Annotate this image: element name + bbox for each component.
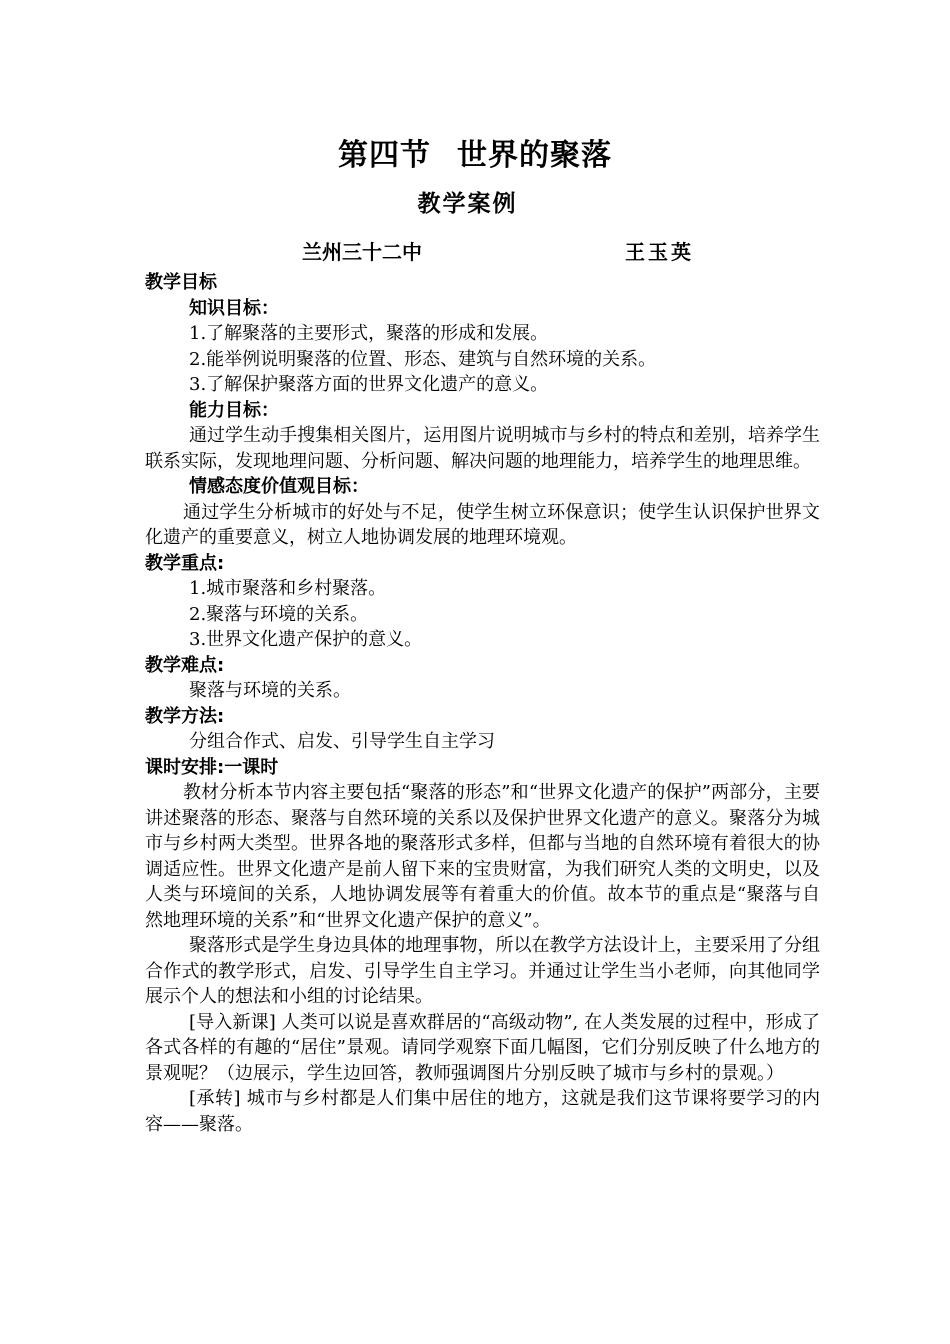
key-point-item: 1.城市聚落和乡村聚落。 [189,578,387,599]
analysis-paragraph: 教材分析本节内容主要包括“聚落的形态”和“世界文化遗产的保护”两部分，主要讲述聚落的形态、聚落与自然环境的关系以及保护世界文化遗产的意义。聚落分为城市与乡村两大类型。世界各地的聚落形式多样，但都与当地的自然环境有着很大的协调适应性。世界文化遗产是前人留下来的宝贵财富，为我们研究人类的文明史，以及人类与环境间的关系，人地协调发展等有着重大的价值。故本节的重点是“聚落与自然地理环境的关系”和“世界文化遗产保护的意义”。 [145,782,820,931]
objectives-heading: 教学目标 [145,272,217,293]
intro-paragraph: [导入新课] 人类可以说是喜欢群居的“高级动物”, 在人类发展的过程中，形成了各式各样的有趣的“居住”景观。请同学观察下面几幅图，它们分别反映了什么地方的景观呢？（边展示，学生边回答，教师强调图片分别反映了城市与乡村的景观。） [145,1011,820,1084]
ability-heading: 能力目标： [189,399,279,421]
key-point-item: 3.世界文化遗产保护的意义。 [189,629,423,650]
difficulty-text: 聚落与环境的关系。 [189,680,351,701]
transition-paragraph: [承转] 城市与乡村都是人们集中居住的地方，这就是我们这节课将要学习的内容——聚落。 [145,1088,820,1135]
knowledge-item: 1.了解聚落的主要形式，聚落的形成和发展。 [189,323,549,344]
key-point-item: 2.聚落与环境的关系。 [189,603,369,625]
design-paragraph: 聚落形式是学生身边具体的地理事物，所以在教学方法设计上，主要采用了分组合作式的教学形式，启发、引导学生自主学习。并通过让学生当小老师，向其他同学展示个人的想法和小组的讨论结果。 [145,935,820,1007]
schedule-heading: 课时安排: [145,756,225,778]
page-subtitle: 教学案例 [417,190,518,217]
emotion-text: 通过学生分析城市的好处与不足，使学生树立环保意识；使学生认识保护世界文化遗产的重要意义，树立人地协调发展的地理环境观。 [145,501,820,548]
difficulty-heading: 教学难点: [145,654,225,676]
page-title [0,130,950,174]
schedule-line [145,755,820,781]
schedule-value: 一课时 [224,756,279,778]
emotion-heading: 情感态度价值观目标： [189,476,369,497]
author-name: 王玉英 [625,240,694,264]
method-text: 分组合作式、启发、引导学生自主学习 [189,731,495,752]
knowledge-item: 2.能举例说明聚落的位置、形态、建筑与自然环境的关系。 [189,348,657,370]
title-topic: 世界的聚落 [457,138,612,173]
author-line [0,236,950,266]
key-points-heading: 教学重点: [145,552,225,574]
knowledge-heading: 知识目标： [189,297,279,319]
method-heading: 教学方法: [145,705,225,727]
title-section: 第四节 [338,138,431,173]
ability-text: 通过学生动手搜集相关图片，运用图片说明城市与乡村的特点和差别，培养学生联系实际，发现地理问题、分析问题、解决问题的地理能力，培养学生的地理思维。 [145,425,820,472]
school-name: 兰州三十二中 [302,240,422,264]
knowledge-item: 3.了解保护聚落方面的世界文化遗产的意义。 [189,374,549,395]
document-body [145,270,820,1137]
